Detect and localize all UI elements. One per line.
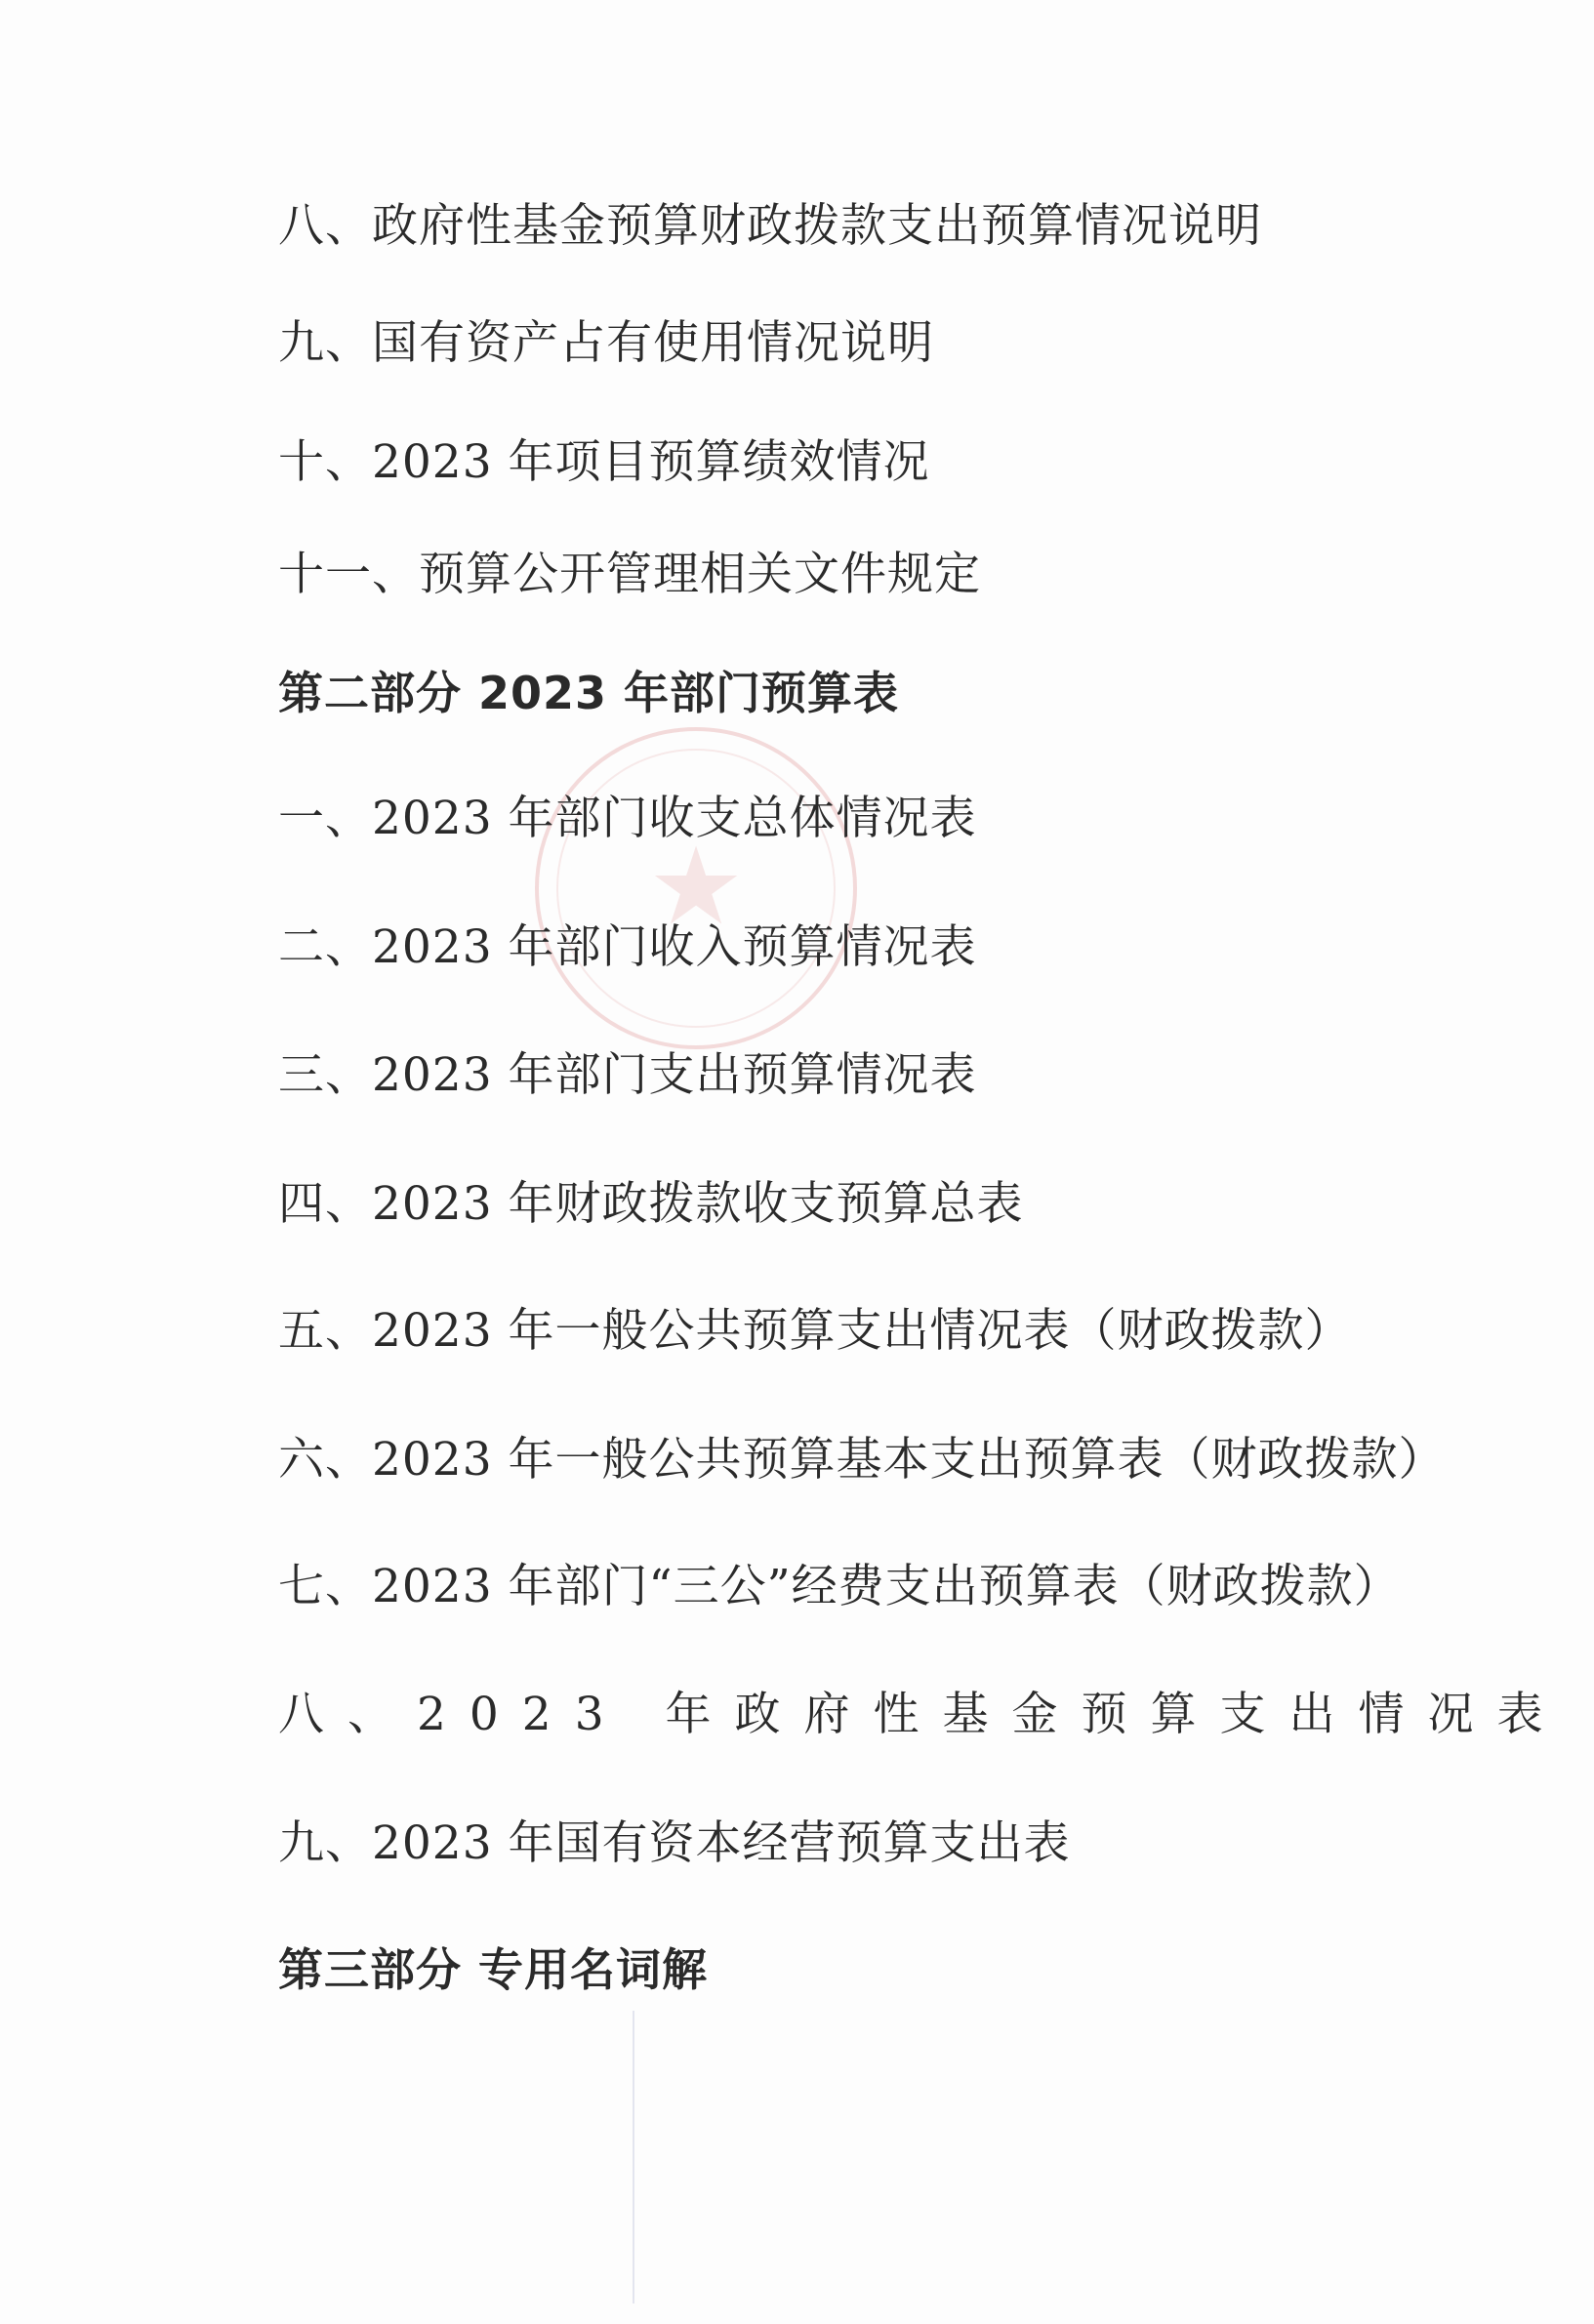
toc-item-8-fund-budget-note: 八、政府性基金预算财政拨款支出预算情况说明 (278, 199, 1262, 253)
toc-item-9-state-assets-note: 九、国有资产占有使用情况说明 (278, 316, 934, 370)
table-item-6: 六、2023 年一般公共预算基本支出预算表（财政拨款） (278, 1433, 1446, 1487)
table-item-2: 二、2023 年部门收入预算情况表 (278, 920, 977, 974)
table-item-3: 三、2023 年部门支出预算情况表 (278, 1048, 977, 1102)
toc-item-10-performance: 十、2023 年项目预算绩效情况 (278, 435, 930, 489)
table-item-9: 九、2023 年国有资本经营预算支出表 (278, 1816, 1071, 1870)
table-item-8: 八、2023 年政府性基金预算支出情况表 (278, 1688, 1567, 1741)
section-heading-part-2: 第二部分 2023 年部门预算表 (278, 667, 900, 719)
toc-item-11-regulations: 十一、预算公开管理相关文件规定 (278, 548, 981, 601)
table-item-7: 七、2023 年部门“三公”经费支出预算表（财政拨款） (278, 1560, 1401, 1613)
section-heading-part-3: 第三部分 专用名词解 (278, 1943, 709, 1996)
table-item-5: 五、2023 年一般公共预算支出情况表（财政拨款） (278, 1304, 1352, 1358)
seal-star-icon: ★ (647, 824, 745, 949)
official-seal (535, 727, 857, 1049)
table-item-4: 四、2023 年财政拨款收支预算总表 (278, 1177, 1024, 1231)
table-item-1: 一、2023 年部门收支总体情况表 (278, 792, 977, 845)
scan-artifact (633, 2011, 634, 2304)
